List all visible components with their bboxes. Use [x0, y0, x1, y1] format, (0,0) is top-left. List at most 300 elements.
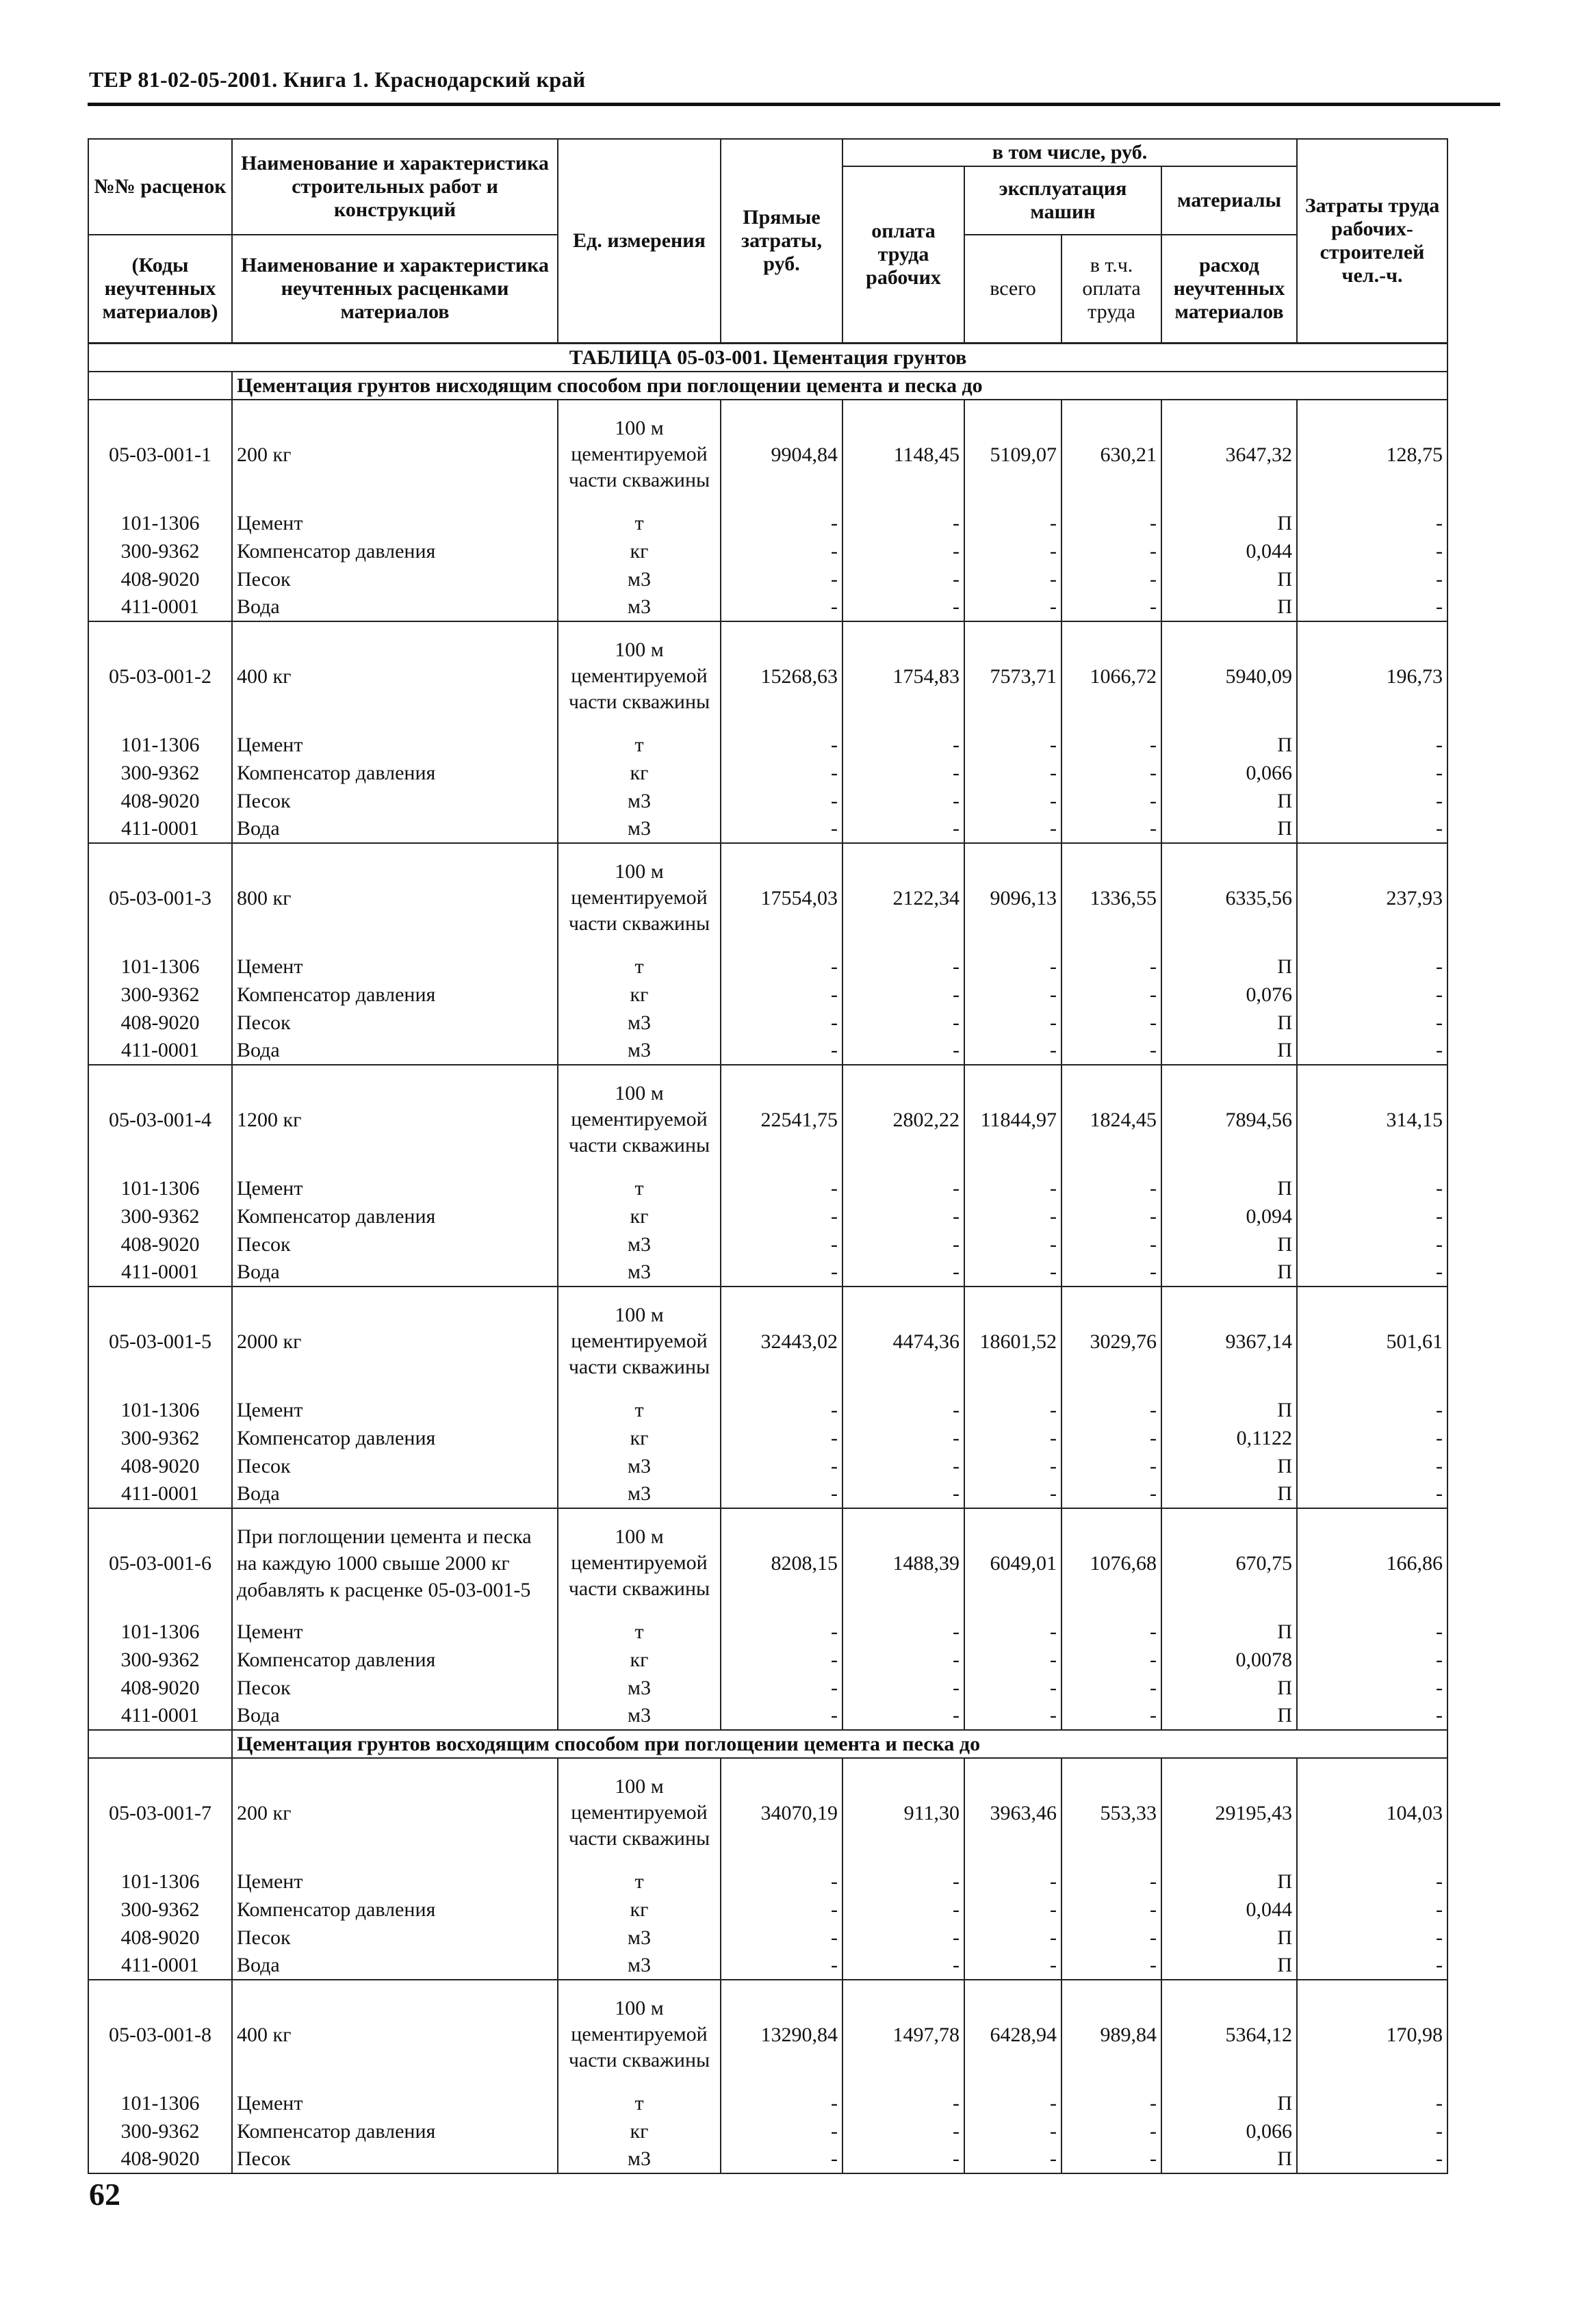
material-machines-labor-dash: - — [1061, 1868, 1161, 1896]
col-name-bottom: Наименование и характеристика неучтенных расценками материалов — [232, 235, 558, 343]
material-code: 101-1306 — [88, 1868, 232, 1896]
material-machines-labor-dash: - — [1061, 1702, 1161, 1730]
material-direct-dash: - — [721, 1646, 842, 1674]
rate-materials: 6335,56 — [1161, 843, 1297, 953]
material-unit: м3 — [558, 1258, 721, 1287]
material-machines-dash: - — [964, 1230, 1061, 1258]
material-name: Песок — [232, 787, 558, 815]
material-machines-dash: - — [964, 981, 1061, 1009]
material-unit: кг — [558, 759, 721, 787]
rate-row — [88, 400, 1447, 509]
material-labor-dash: - — [842, 1230, 964, 1258]
material-unit: кг — [558, 1646, 721, 1674]
material-direct-dash: - — [721, 759, 842, 787]
material-unit: м3 — [558, 1230, 721, 1258]
material-unit: т — [558, 509, 721, 537]
col-code-top: №№ расценок — [88, 139, 232, 235]
material-unit: м3 — [558, 565, 721, 593]
rate-direct-cost: 17554,03 — [721, 843, 842, 953]
material-code: 300-9362 — [88, 1896, 232, 1924]
material-unit: кг — [558, 1202, 721, 1230]
material-consumption: П — [1161, 509, 1297, 537]
material-row — [88, 1202, 1447, 1230]
material-unit: т — [558, 1868, 721, 1896]
material-direct-dash: - — [721, 1424, 842, 1452]
rate-direct-cost: 13290,84 — [721, 1980, 842, 2089]
material-unit: т — [558, 1396, 721, 1424]
material-row — [88, 593, 1447, 621]
material-labor-dash: - — [842, 1424, 964, 1452]
material-machines-dash: - — [964, 953, 1061, 981]
material-name: Цемент — [232, 953, 558, 981]
material-consumption: П — [1161, 1230, 1297, 1258]
material-machines-dash: - — [964, 1424, 1061, 1452]
material-code: 101-1306 — [88, 953, 232, 981]
rate-unit: 100 м цементируемой части скважины — [558, 1065, 721, 1174]
material-name: Цемент — [232, 1618, 558, 1646]
material-direct-dash: - — [721, 2145, 842, 2173]
material-hours-dash: - — [1297, 2145, 1447, 2173]
material-code: 300-9362 — [88, 1646, 232, 1674]
material-unit: м3 — [558, 1674, 721, 1702]
material-labor-dash: - — [842, 1924, 964, 1952]
rate-direct-cost: 9904,84 — [721, 400, 842, 509]
material-name: Песок — [232, 1452, 558, 1480]
rate-direct-cost: 15268,63 — [721, 621, 842, 731]
material-direct-dash: - — [721, 1924, 842, 1952]
material-machines-labor-dash: - — [1061, 1480, 1161, 1508]
rate-machines-total: 6049,01 — [964, 1508, 1061, 1618]
material-name: Вода — [232, 1952, 558, 1980]
material-labor-dash: - — [842, 1452, 964, 1480]
rate-machines-labor: 630,21 — [1061, 400, 1161, 509]
rate-machines-total: 5109,07 — [964, 400, 1061, 509]
rate-code: 05-03-001-6 — [88, 1508, 232, 1618]
material-machines-labor-dash: - — [1061, 509, 1161, 537]
col-machines-total: всего — [964, 235, 1061, 343]
material-name: Компенсатор давления — [232, 1896, 558, 1924]
material-direct-dash: - — [721, 1009, 842, 1037]
rates-table — [88, 138, 1448, 2174]
material-code: 101-1306 — [88, 1396, 232, 1424]
material-direct-dash: - — [721, 1618, 842, 1646]
material-code: 101-1306 — [88, 2089, 232, 2117]
material-name: Вода — [232, 1258, 558, 1287]
rate-labor-pay: 1488,39 — [842, 1508, 964, 1618]
material-labor-dash: - — [842, 1952, 964, 1980]
material-code: 300-9362 — [88, 1202, 232, 1230]
material-row — [88, 1952, 1447, 1980]
material-unit: м3 — [558, 1452, 721, 1480]
material-unit: м3 — [558, 2145, 721, 2173]
material-consumption: П — [1161, 2145, 1297, 2173]
document-header: ТЕР 81-02-05-2001. Книга 1. Краснодарский край — [89, 67, 586, 92]
material-consumption: 0,066 — [1161, 2117, 1297, 2145]
material-machines-dash: - — [964, 731, 1061, 759]
material-labor-dash: - — [842, 981, 964, 1009]
material-unit: т — [558, 2089, 721, 2117]
material-name: Цемент — [232, 1396, 558, 1424]
material-hours-dash: - — [1297, 731, 1447, 759]
material-consumption: П — [1161, 593, 1297, 621]
rate-row — [88, 1758, 1447, 1868]
material-unit: м3 — [558, 1702, 721, 1730]
material-machines-labor-dash: - — [1061, 537, 1161, 565]
col-name-top: Наименование и характеристика строительных работ и конструкций — [232, 139, 558, 235]
rate-labor-hours: 166,86 — [1297, 1508, 1447, 1618]
material-consumption: П — [1161, 565, 1297, 593]
rate-code: 05-03-001-7 — [88, 1758, 232, 1868]
material-row — [88, 2117, 1447, 2145]
material-hours-dash: - — [1297, 815, 1447, 843]
material-machines-dash: - — [964, 1618, 1061, 1646]
material-code: 101-1306 — [88, 1618, 232, 1646]
material-code: 408-9020 — [88, 1452, 232, 1480]
material-direct-dash: - — [721, 1674, 842, 1702]
rate-code: 05-03-001-1 — [88, 400, 232, 509]
material-hours-dash: - — [1297, 509, 1447, 537]
material-labor-dash: - — [842, 2117, 964, 2145]
rate-materials: 7894,56 — [1161, 1065, 1297, 1174]
material-row — [88, 815, 1447, 843]
rate-materials: 9367,14 — [1161, 1287, 1297, 1396]
material-machines-labor-dash: - — [1061, 1924, 1161, 1952]
material-unit: кг — [558, 537, 721, 565]
material-unit: м3 — [558, 593, 721, 621]
rate-code: 05-03-001-4 — [88, 1065, 232, 1174]
material-labor-dash: - — [842, 1646, 964, 1674]
rate-unit: 100 м цементируемой части скважины — [558, 1980, 721, 2089]
material-name: Цемент — [232, 509, 558, 537]
material-row — [88, 1896, 1447, 1924]
material-consumption: П — [1161, 1618, 1297, 1646]
material-name: Песок — [232, 1924, 558, 1952]
material-labor-dash: - — [842, 1258, 964, 1287]
material-hours-dash: - — [1297, 537, 1447, 565]
rate-materials: 5940,09 — [1161, 621, 1297, 731]
material-direct-dash: - — [721, 537, 842, 565]
material-consumption: 0,1122 — [1161, 1424, 1297, 1452]
material-consumption: П — [1161, 815, 1297, 843]
material-row — [88, 509, 1447, 537]
material-labor-dash: - — [842, 537, 964, 565]
material-consumption: П — [1161, 1952, 1297, 1980]
material-machines-labor-dash: - — [1061, 981, 1161, 1009]
material-code: 411-0001 — [88, 593, 232, 621]
material-machines-dash: - — [964, 759, 1061, 787]
rate-labor-pay: 1148,45 — [842, 400, 964, 509]
material-unit: м3 — [558, 815, 721, 843]
material-machines-labor-dash: - — [1061, 593, 1161, 621]
material-name: Песок — [232, 565, 558, 593]
material-code: 408-9020 — [88, 1230, 232, 1258]
col-labor-pay: оплата труда рабочих — [842, 166, 964, 343]
material-machines-labor-dash: - — [1061, 1037, 1161, 1065]
material-machines-dash: - — [964, 509, 1061, 537]
header-rule — [88, 103, 1500, 106]
material-hours-dash: - — [1297, 1896, 1447, 1924]
rate-row — [88, 1065, 1447, 1174]
material-code: 300-9362 — [88, 759, 232, 787]
material-consumption: П — [1161, 1258, 1297, 1287]
material-machines-dash: - — [964, 1037, 1061, 1065]
rate-labor-hours: 237,93 — [1297, 843, 1447, 953]
material-consumption: 0,076 — [1161, 981, 1297, 1009]
rate-machines-labor: 1066,72 — [1061, 621, 1161, 731]
material-machines-dash: - — [964, 1952, 1061, 1980]
material-labor-dash: - — [842, 1618, 964, 1646]
material-direct-dash: - — [721, 2089, 842, 2117]
rate-unit: 100 м цементируемой части скважины — [558, 843, 721, 953]
rate-labor-hours: 170,98 — [1297, 1980, 1447, 2089]
material-machines-labor-dash: - — [1061, 731, 1161, 759]
material-consumption: 0,066 — [1161, 759, 1297, 787]
material-row — [88, 1230, 1447, 1258]
material-labor-dash: - — [842, 1174, 964, 1202]
material-consumption: П — [1161, 953, 1297, 981]
material-code: 101-1306 — [88, 509, 232, 537]
rate-labor-pay: 911,30 — [842, 1758, 964, 1868]
material-unit: кг — [558, 2117, 721, 2145]
material-row — [88, 1924, 1447, 1952]
material-machines-dash: - — [964, 1868, 1061, 1896]
material-direct-dash: - — [721, 1868, 842, 1896]
rate-materials: 29195,43 — [1161, 1758, 1297, 1868]
material-consumption: П — [1161, 1037, 1297, 1065]
material-machines-dash: - — [964, 1452, 1061, 1480]
rate-name: 200 кг — [232, 1758, 558, 1868]
rate-name: 2000 кг — [232, 1287, 558, 1396]
material-row — [88, 1424, 1447, 1452]
material-labor-dash: - — [842, 1702, 964, 1730]
material-hours-dash: - — [1297, 759, 1447, 787]
material-name: Компенсатор давления — [232, 537, 558, 565]
material-direct-dash: - — [721, 1396, 842, 1424]
material-machines-dash: - — [964, 565, 1061, 593]
material-direct-dash: - — [721, 1452, 842, 1480]
material-labor-dash: - — [842, 1009, 964, 1037]
material-unit: кг — [558, 981, 721, 1009]
rate-unit: 100 м цементируемой части скважины — [558, 1287, 721, 1396]
material-direct-dash: - — [721, 1702, 842, 1730]
material-unit: т — [558, 731, 721, 759]
material-hours-dash: - — [1297, 981, 1447, 1009]
material-consumption: П — [1161, 1396, 1297, 1424]
rate-machines-labor: 3029,76 — [1061, 1287, 1161, 1396]
material-machines-labor-dash: - — [1061, 565, 1161, 593]
material-labor-dash: - — [842, 1202, 964, 1230]
rate-materials: 3647,32 — [1161, 400, 1297, 509]
rate-labor-hours: 196,73 — [1297, 621, 1447, 731]
material-name: Цемент — [232, 731, 558, 759]
material-direct-dash: - — [721, 1952, 842, 1980]
material-labor-dash: - — [842, 2089, 964, 2117]
material-direct-dash: - — [721, 1230, 842, 1258]
material-consumption: 0,044 — [1161, 1896, 1297, 1924]
col-machines-labor: в т.ч. оплата труда — [1061, 235, 1161, 343]
section-blank — [88, 372, 232, 400]
col-code-bottom: (Коды неучтенных материалов) — [88, 235, 232, 343]
material-direct-dash: - — [721, 787, 842, 815]
table-header — [88, 139, 1447, 343]
material-labor-dash: - — [842, 787, 964, 815]
material-direct-dash: - — [721, 815, 842, 843]
material-code: 408-9020 — [88, 1924, 232, 1952]
material-code: 411-0001 — [88, 1258, 232, 1287]
material-hours-dash: - — [1297, 1174, 1447, 1202]
material-name: Вода — [232, 1702, 558, 1730]
material-hours-dash: - — [1297, 2089, 1447, 2117]
rate-labor-hours: 501,61 — [1297, 1287, 1447, 1396]
page-number: 62 — [89, 2177, 120, 2212]
col-incl: в том числе, руб. — [842, 139, 1297, 166]
material-hours-dash: - — [1297, 1202, 1447, 1230]
material-direct-dash: - — [721, 1896, 842, 1924]
material-row — [88, 1258, 1447, 1287]
material-code: 300-9362 — [88, 2117, 232, 2145]
material-unit: м3 — [558, 1480, 721, 1508]
col-materials: материалы — [1161, 166, 1297, 235]
material-unit: т — [558, 1618, 721, 1646]
rate-name: 200 кг — [232, 400, 558, 509]
material-hours-dash: - — [1297, 2117, 1447, 2145]
material-unit: т — [558, 1174, 721, 1202]
material-code: 408-9020 — [88, 1009, 232, 1037]
rate-code: 05-03-001-3 — [88, 843, 232, 953]
material-unit: м3 — [558, 787, 721, 815]
material-machines-labor-dash: - — [1061, 1952, 1161, 1980]
material-machines-dash: - — [964, 2089, 1061, 2117]
material-code: 300-9362 — [88, 981, 232, 1009]
material-machines-dash: - — [964, 1258, 1061, 1287]
material-labor-dash: - — [842, 1480, 964, 1508]
rate-materials: 5364,12 — [1161, 1980, 1297, 2089]
material-code: 408-9020 — [88, 787, 232, 815]
material-hours-dash: - — [1297, 1702, 1447, 1730]
material-machines-labor-dash: - — [1061, 2089, 1161, 2117]
rate-name: 1200 кг — [232, 1065, 558, 1174]
material-code: 300-9362 — [88, 537, 232, 565]
material-machines-labor-dash: - — [1061, 2117, 1161, 2145]
material-name: Вода — [232, 815, 558, 843]
material-machines-labor-dash: - — [1061, 1646, 1161, 1674]
material-row — [88, 565, 1447, 593]
material-row — [88, 1702, 1447, 1730]
rate-machines-total: 6428,94 — [964, 1980, 1061, 2089]
material-name: Компенсатор давления — [232, 1424, 558, 1452]
rate-row — [88, 1980, 1447, 2089]
material-code: 408-9020 — [88, 1674, 232, 1702]
material-machines-dash: - — [964, 1396, 1061, 1424]
rate-machines-labor: 1076,68 — [1061, 1508, 1161, 1618]
material-machines-dash: - — [964, 1009, 1061, 1037]
material-name: Компенсатор давления — [232, 981, 558, 1009]
col-direct: Прямые затраты, руб. — [721, 139, 842, 343]
material-machines-labor-dash: - — [1061, 1674, 1161, 1702]
rate-name: При поглощении цемента и песка на каждую 1000 свыше 2000 кг добавлять к расценке 05-03-001-5 — [232, 1508, 558, 1618]
material-machines-labor-dash: - — [1061, 953, 1161, 981]
rate-direct-cost: 34070,19 — [721, 1758, 842, 1868]
material-machines-labor-dash: - — [1061, 1396, 1161, 1424]
material-hours-dash: - — [1297, 953, 1447, 981]
material-direct-dash: - — [721, 1202, 842, 1230]
material-machines-labor-dash: - — [1061, 1230, 1161, 1258]
material-consumption: 0,094 — [1161, 1202, 1297, 1230]
material-row — [88, 759, 1447, 787]
material-machines-dash: - — [964, 815, 1061, 843]
rate-unit: 100 м цементируемой части скважины — [558, 1758, 721, 1868]
material-machines-dash: - — [964, 537, 1061, 565]
material-name: Цемент — [232, 1174, 558, 1202]
rate-code: 05-03-001-5 — [88, 1287, 232, 1396]
material-hours-dash: - — [1297, 1009, 1447, 1037]
material-row — [88, 1480, 1447, 1508]
material-row — [88, 537, 1447, 565]
material-name: Цемент — [232, 1868, 558, 1896]
rate-labor-pay: 1497,78 — [842, 1980, 964, 2089]
material-labor-dash: - — [842, 565, 964, 593]
rate-labor-pay: 2122,34 — [842, 843, 964, 953]
material-direct-dash: - — [721, 509, 842, 537]
material-row — [88, 1618, 1447, 1646]
rate-unit: 100 м цементируемой части скважины — [558, 621, 721, 731]
material-direct-dash: - — [721, 1037, 842, 1065]
material-name: Вода — [232, 1037, 558, 1065]
material-consumption: П — [1161, 787, 1297, 815]
material-direct-dash: - — [721, 565, 842, 593]
material-labor-dash: - — [842, 1037, 964, 1065]
rate-unit: 100 м цементируемой части скважины — [558, 400, 721, 509]
rate-labor-hours: 314,15 — [1297, 1065, 1447, 1174]
material-labor-dash: - — [842, 1868, 964, 1896]
col-materials-consumption: расход неучтенных материалов — [1161, 235, 1297, 343]
material-consumption: П — [1161, 1702, 1297, 1730]
material-code: 300-9362 — [88, 1424, 232, 1452]
material-machines-labor-dash: - — [1061, 1258, 1161, 1287]
material-consumption: П — [1161, 1480, 1297, 1508]
material-row — [88, 1037, 1447, 1065]
material-consumption: П — [1161, 1009, 1297, 1037]
material-hours-dash: - — [1297, 1452, 1447, 1480]
material-labor-dash: - — [842, 593, 964, 621]
material-machines-labor-dash: - — [1061, 1424, 1161, 1452]
rate-direct-cost: 8208,15 — [721, 1508, 842, 1618]
material-code: 411-0001 — [88, 1037, 232, 1065]
rate-labor-pay: 1754,83 — [842, 621, 964, 731]
material-hours-dash: - — [1297, 1646, 1447, 1674]
material-name: Компенсатор давления — [232, 1646, 558, 1674]
material-machines-dash: - — [964, 1896, 1061, 1924]
rate-machines-total: 18601,52 — [964, 1287, 1061, 1396]
material-machines-labor-dash: - — [1061, 759, 1161, 787]
material-labor-dash: - — [842, 1396, 964, 1424]
rate-code: 05-03-001-8 — [88, 1980, 232, 2089]
material-code: 101-1306 — [88, 731, 232, 759]
material-name: Вода — [232, 593, 558, 621]
rate-code: 05-03-001-2 — [88, 621, 232, 731]
material-row — [88, 1452, 1447, 1480]
material-direct-dash: - — [721, 981, 842, 1009]
material-labor-dash: - — [842, 759, 964, 787]
material-unit: м3 — [558, 1009, 721, 1037]
material-labor-dash: - — [842, 953, 964, 981]
rate-machines-total: 3963,46 — [964, 1758, 1061, 1868]
material-hours-dash: - — [1297, 1037, 1447, 1065]
material-consumption: П — [1161, 731, 1297, 759]
material-row — [88, 981, 1447, 1009]
material-hours-dash: - — [1297, 593, 1447, 621]
material-row — [88, 1009, 1447, 1037]
